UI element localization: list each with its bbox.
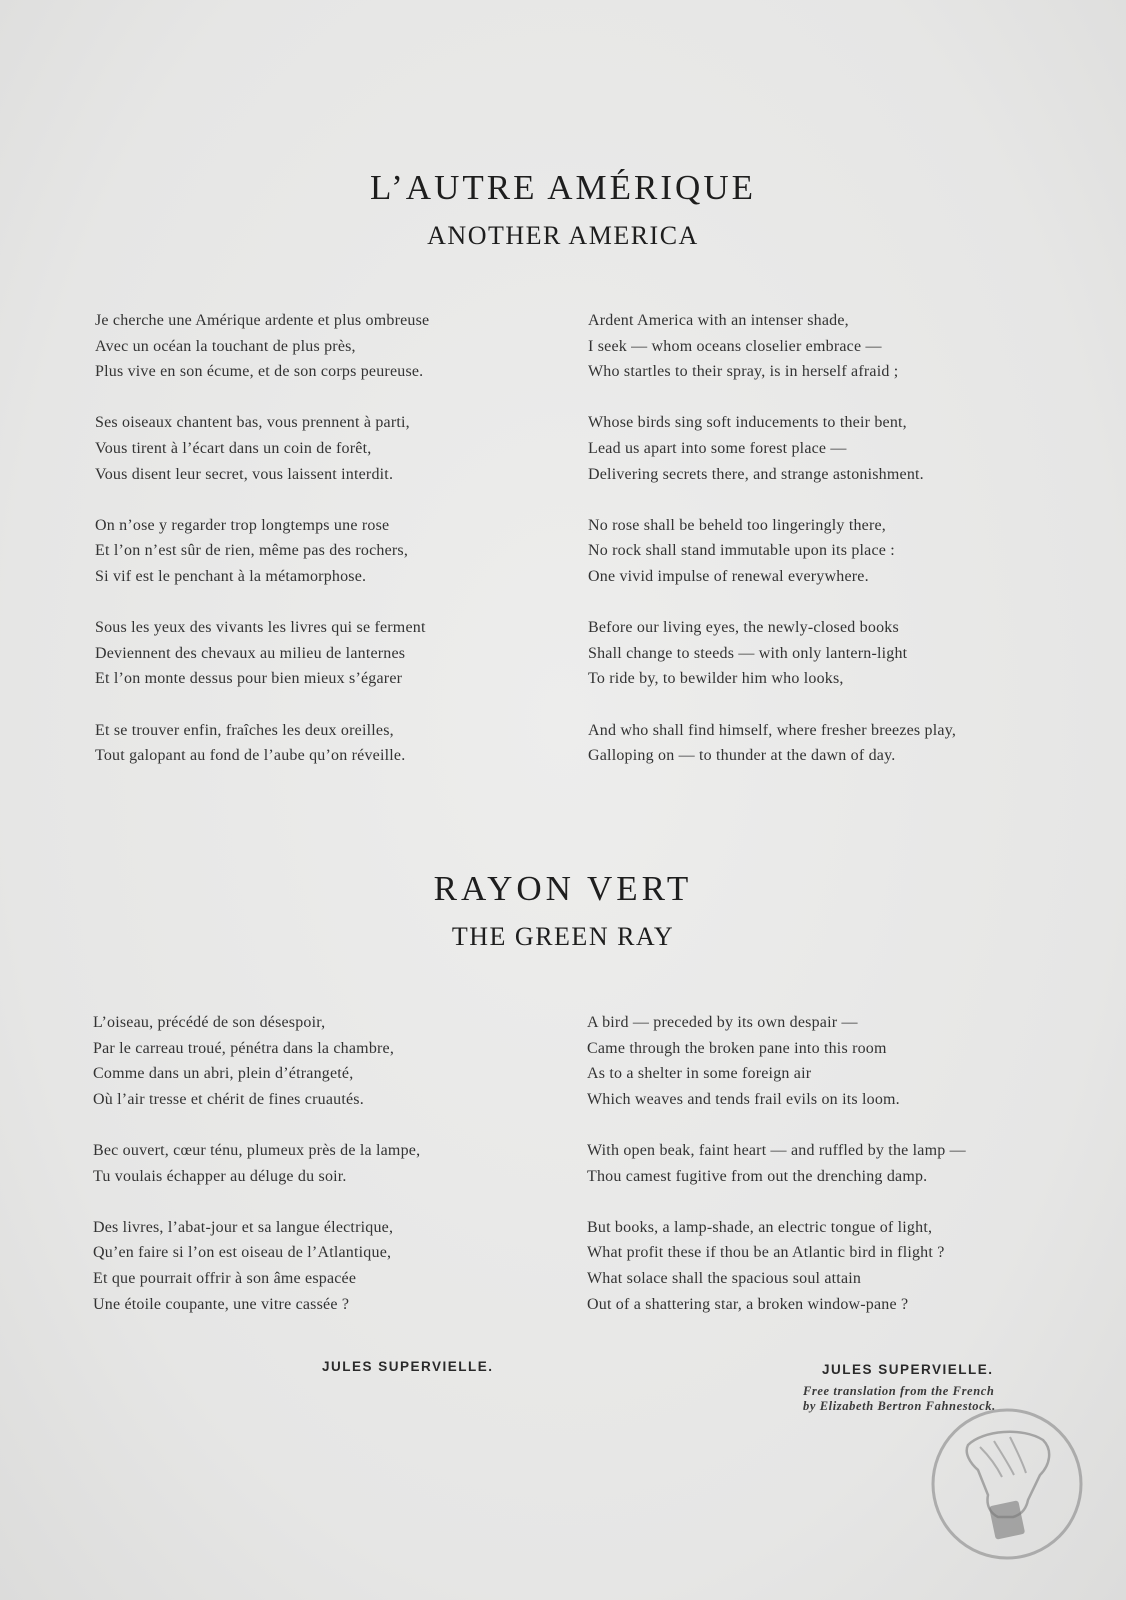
- verse-line: Des livres, l’abat-jour et sa langue électrique,: [93, 1218, 394, 1236]
- verse-line: One vivid impulse of renewal everywhere.: [588, 567, 869, 585]
- verse-line: Vous disent leur secret, vous laissent interdit.: [95, 465, 394, 483]
- author-signature-right: JULES SUPERVIELLE.: [822, 1362, 994, 1377]
- verse-line: Je cherche une Amérique ardente et plus ombreuse: [95, 312, 430, 329]
- credit-line: by Elizabeth Bertron Fahnestock.: [803, 1399, 996, 1413]
- verse-line: Thou camest fugitive from out the drenching damp.: [587, 1167, 928, 1185]
- verse-line: Whose birds sing soft inducements to their bent,: [588, 414, 907, 432]
- verse-line: Bec ouvert, cœur ténu, plumeux près de la lampe,: [93, 1141, 421, 1159]
- stanza: [93, 1138, 420, 1189]
- verse-line: L’oiseau, précédé de son désespoir,: [93, 1014, 326, 1031]
- stanza: [588, 513, 956, 590]
- verse-line: Ses oiseaux chantent bas, vous prennent à parti,: [95, 414, 410, 432]
- stanza: [588, 718, 956, 769]
- author-signature-left: JULES SUPERVIELLE.: [322, 1359, 494, 1374]
- verse-line: No rose shall be beheld too lingeringly there,: [588, 516, 887, 534]
- poem2-french-column: [93, 1010, 420, 1343]
- stanza: [95, 615, 429, 692]
- verse-line: What solace shall the spacious soul attain: [587, 1269, 862, 1287]
- verse-line: Which weaves and tends frail evils on its loom.: [587, 1090, 900, 1108]
- verse-line: Par le carreau troué, pénétra dans la chambre,: [93, 1039, 395, 1057]
- verse-line: Tout galopant au fond de l’aube qu’on réveille.: [95, 747, 406, 765]
- verse-line: No rock shall stand immutable upon its place :: [588, 542, 895, 560]
- verse-line: Et se trouver enfin, fraîches les deux oreilles,: [95, 721, 394, 739]
- verse-line: Où l’air tresse et chérit de fines cruautés.: [93, 1090, 364, 1108]
- stanza: [587, 1215, 966, 1317]
- stanza: [588, 410, 956, 487]
- verse-line: A bird — preceded by its own despair —: [587, 1014, 858, 1031]
- verse-line: Si vif est le penchant à la métamorphose.: [95, 567, 367, 585]
- verse-line: And who shall find himself, where fresher breezes play,: [588, 721, 957, 739]
- verse-line: As to a shelter in some foreign air: [587, 1065, 812, 1083]
- verse-line: Shall change to steeds — with only lantern-light: [588, 644, 908, 662]
- verse-line: Et l’on n’est sûr de rien, même pas des rochers,: [95, 542, 409, 560]
- verse-line: Out of a shattering star, a broken window-pane ?: [587, 1295, 909, 1313]
- verse-line: Lead us apart into some forest place —: [588, 439, 847, 457]
- verse-line: But books, a lamp-shade, an electric tongue of light,: [587, 1218, 933, 1236]
- verse-line: Plus vive en son écume, et de son corps peureuse.: [95, 363, 424, 381]
- verse-line: What profit these if thou be an Atlantic bird in flight ?: [587, 1244, 945, 1262]
- verse-line: Avec un océan la touchant de plus près,: [95, 337, 356, 355]
- stanza: [587, 1138, 966, 1189]
- verse-line: Who startles to their spray, is in herself afraid ;: [588, 363, 899, 381]
- verse-line: Sous les yeux des vivants les livres qui se ferment: [95, 619, 426, 637]
- verse-line: Deviennent des chevaux au milieu de lanternes: [95, 644, 406, 662]
- stanza: [95, 718, 429, 769]
- verse-line: With open beak, faint heart — and ruffled by the lamp —: [587, 1141, 966, 1159]
- stanza: [95, 410, 429, 487]
- verse-line: Tu voulais échapper au déluge du soir.: [93, 1167, 347, 1185]
- verse-line: Came through the broken pane into this room: [587, 1039, 887, 1057]
- verse-line: To ride by, to bewilder him who looks,: [588, 670, 844, 688]
- stanza: [588, 615, 956, 692]
- poem2-title-english: THE GREEN RAY: [451, 922, 675, 951]
- verse-line: Vous tirent à l’écart dans un coin de forêt,: [95, 439, 372, 457]
- poem1-title-english: ANOTHER AMERICA: [427, 221, 699, 250]
- verse-line: Qu’en faire si l’on est oiseau de l’Atlantique,: [93, 1244, 392, 1262]
- poem2-english-column: [587, 1010, 966, 1343]
- verse-line: Comme dans un abri, plein d’étrangeté,: [93, 1065, 354, 1083]
- verse-line: Et l’on monte dessus pour bien mieux s’égarer: [95, 670, 403, 688]
- poem1-title-french: L’AUTRE AMÉRIQUE: [369, 168, 756, 207]
- verse-line: Ardent America with an intenser shade,: [588, 312, 849, 329]
- verse-line: I seek — whom oceans closelier embrace —: [588, 337, 882, 355]
- stanza: [93, 1010, 420, 1112]
- stanza: [95, 513, 429, 590]
- stanza: [93, 1215, 420, 1317]
- poem2-title-french: RAYON VERT: [433, 869, 693, 908]
- verse-line: On n’ose y regarder trop longtemps une rose: [95, 516, 390, 534]
- verse-line: Galloping on — to thunder at the dawn of day.: [588, 747, 896, 765]
- stanza: [587, 1010, 966, 1112]
- poem1-french-column: [95, 308, 429, 794]
- verse-line: Delivering secrets there, and strange astonishment.: [588, 465, 924, 483]
- verse-line: Et que pourrait offrir à son âme espacée: [93, 1269, 357, 1287]
- stanza: [588, 308, 956, 385]
- verse-line: Une étoile coupante, une vitre cassée ?: [93, 1295, 350, 1313]
- stanza: [95, 308, 429, 385]
- verse-line: Before our living eyes, the newly-closed books: [588, 619, 899, 637]
- poem1-english-column: [588, 308, 956, 794]
- hand-book-stamp-icon: [928, 1405, 1086, 1563]
- credit-line: Free translation from the French: [803, 1384, 995, 1398]
